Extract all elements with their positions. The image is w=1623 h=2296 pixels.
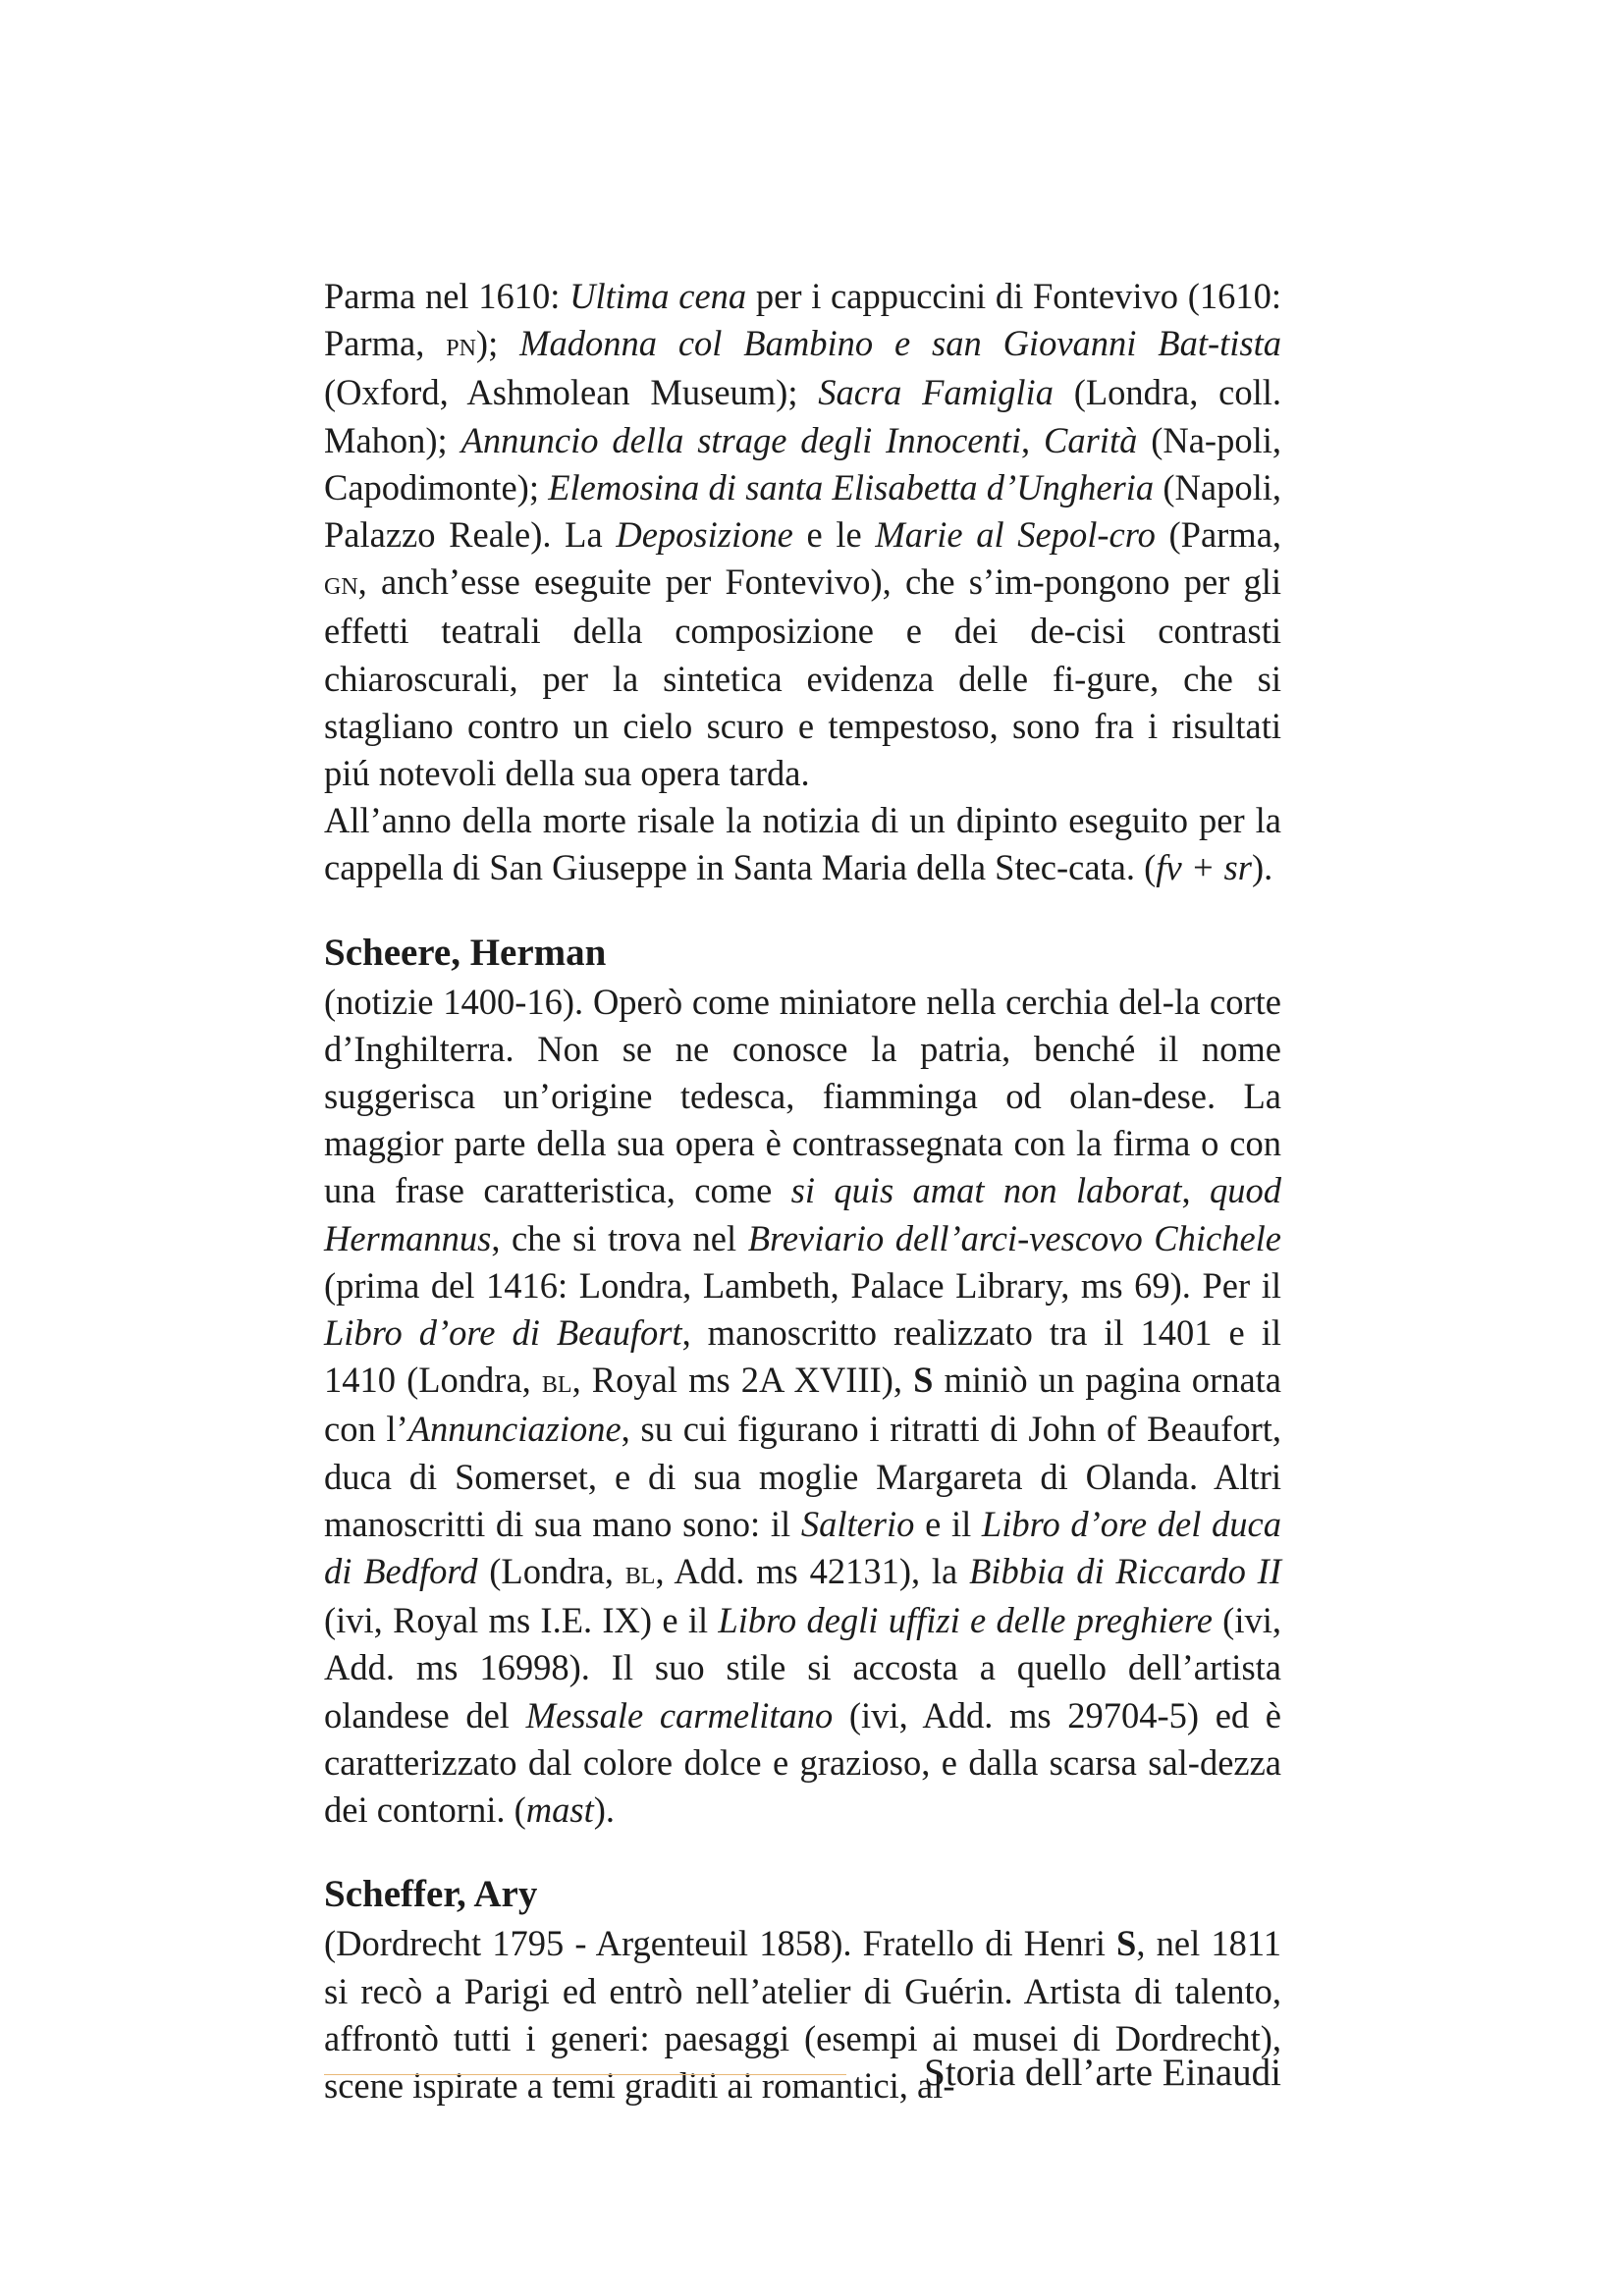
text-run: , — [1181, 1170, 1210, 1211]
italic-run: mast — [525, 1789, 594, 1831]
smallcaps-run: pn — [446, 327, 476, 364]
page-footer — [324, 2044, 1281, 2103]
italic-run: si quis amat non laborat — [790, 1170, 1182, 1211]
text-run: , nel 1811 si recò a Parigi ed entrò nell’atelier di Guérin. Artista di talento, affrontò tutti i generi: paesaggi (esempi ai musei di Dordrecht), scene ispirate a temi graditi ai romantici, al- — [324, 1923, 1281, 2106]
text-run: (notizie 1400-16). Operò come miniatore nella cerchia del-la corte d’Inghilterra. Non se ne conosce la patria, benché il nome suggerisca un’origine tedesca, fiamminga od olan-dese. La maggior parte della sua opera è contrassegnata con la firma o con una frase caratteristica, come — [324, 981, 1281, 1211]
intro-paragraph-1 — [324, 273, 1281, 797]
text-run: (prima del 1416: Londra, Lambeth, Palace Library, ms 69). Per il — [324, 1264, 1281, 1306]
italic-run: Sacra Famiglia — [818, 372, 1054, 413]
italic-run: Messale carmelitano — [525, 1694, 834, 1735]
text-run: (ivi, Royal ms I.E. IX) e il — [324, 1600, 719, 1641]
text-run: , — [1021, 419, 1044, 460]
entry-body-scheere — [324, 979, 1281, 1835]
text-run: , Royal ms 2A XVIII), — [571, 1360, 914, 1401]
italic-run: Salterio — [800, 1503, 915, 1544]
italic-run: Annuncio della strage degli Innocenti — [460, 419, 1021, 460]
text-run: (Na-poli, Capodimonte); — [324, 419, 1281, 507]
text-run: Parma nel 1610: — [324, 276, 570, 316]
italic-run: Madonna col Bambino e san Giovanni Bat-tista — [519, 323, 1281, 364]
page-body — [324, 273, 1281, 2109]
italic-run: fv + sr — [1156, 847, 1252, 888]
italic-run: Libro d’ore di Beaufort — [324, 1312, 682, 1354]
footer-rule — [324, 2074, 846, 2075]
text-run: (ivi, Add. ms 29704-5) ed è caratterizzato dal colore dolce e grazioso, e dalla scarsa sal-dezza dei contorni. ( — [324, 1694, 1281, 1831]
text-run: ); — [475, 323, 520, 364]
bold-run: S — [1116, 1923, 1137, 1964]
italic-run: Libro degli uffizi e delle preghiere — [718, 1600, 1213, 1641]
italic-run: Deposizione — [616, 514, 793, 556]
text-run: (Oxford, Ashmolean Museum); — [324, 372, 819, 413]
smallcaps-run: bl — [624, 1555, 656, 1592]
entry-heading-scheffer: Scheffer, Ary — [324, 1873, 538, 1916]
text-run: (ivi, Add. ms 16998). Il suo stile si accosta a quello dell’artista olandese del — [324, 1600, 1281, 1735]
text-run: (Dordrecht 1795 - Argenteuil 1858). Fratello di Henri — [324, 1923, 1117, 1964]
smallcaps-run: gn — [324, 565, 358, 603]
text-run: e il — [914, 1503, 982, 1544]
text-run: (Napoli, Palazzo Reale). La — [324, 466, 1281, 556]
text-run: e le — [792, 514, 876, 556]
text-run: ). — [593, 1789, 616, 1831]
intro-paragraph-2 — [324, 797, 1281, 891]
text-run: (Parma, — [1155, 514, 1282, 556]
text-run: , che si trova nel — [491, 1217, 748, 1258]
italic-run: Ultima cena — [569, 276, 747, 316]
smallcaps-run: bl — [541, 1363, 572, 1401]
text-run: per i cappuccini di Fontevivo (1610: Parma, — [324, 276, 1281, 364]
text-run: (Londra, — [477, 1551, 625, 1592]
italic-run: Carità — [1044, 419, 1138, 460]
text-run: , manoscritto realizzato tra il 1401 e il 1410 (Londra, — [324, 1312, 1281, 1401]
text-run: miniò un pagina ornata con l’ — [324, 1360, 1281, 1450]
text-run: ). — [1251, 847, 1273, 888]
text-run: (Londra, coll. Mahon); — [324, 372, 1281, 460]
text-run: , Add. ms 42131), la — [655, 1551, 970, 1592]
italic-run: Marie al Sepol-cro — [875, 514, 1156, 556]
bold-run: S — [913, 1360, 934, 1401]
text-run: , su cui figurano i ritratti di John of Beaufort, duca di Somerset, e di sua moglie Margareta di Olanda. Altri manoscritti di sua mano sono: il — [324, 1409, 1282, 1544]
italic-run: Annunciazione — [407, 1409, 622, 1450]
footer-publication-title: Storia dell’arte Einaudi — [924, 2052, 1281, 2094]
italic-run: Libro d’ore del duca di Bedford — [324, 1503, 1281, 1592]
italic-run: Breviario dell’arci-vescovo Chichele — [747, 1217, 1281, 1258]
italic-run: quod Hermannus — [324, 1170, 1281, 1258]
italic-run: Elemosina di santa Elisabetta d’Ungheria — [548, 466, 1155, 507]
text-run: All’anno della morte risale la notizia di un dipinto eseguito per la cappella di San Giuseppe in Santa Maria della Stec-cata. ( — [324, 800, 1281, 888]
italic-run: Bibbia di Riccardo II — [969, 1551, 1281, 1592]
text-run: , anch’esse eseguite per Fontevivo), che s’im-pongono per gli effetti teatrali della composizione e dei de-cisi contrasti chiaroscurali, per la sintetica evidenza delle fi-gure, che si stagliano contro un cielo scuro e tempestoso, sono fra i risultati piú notevoli della sua opera tarda. — [324, 561, 1281, 794]
entry-heading-scheere: Scheere, Herman — [324, 931, 607, 974]
